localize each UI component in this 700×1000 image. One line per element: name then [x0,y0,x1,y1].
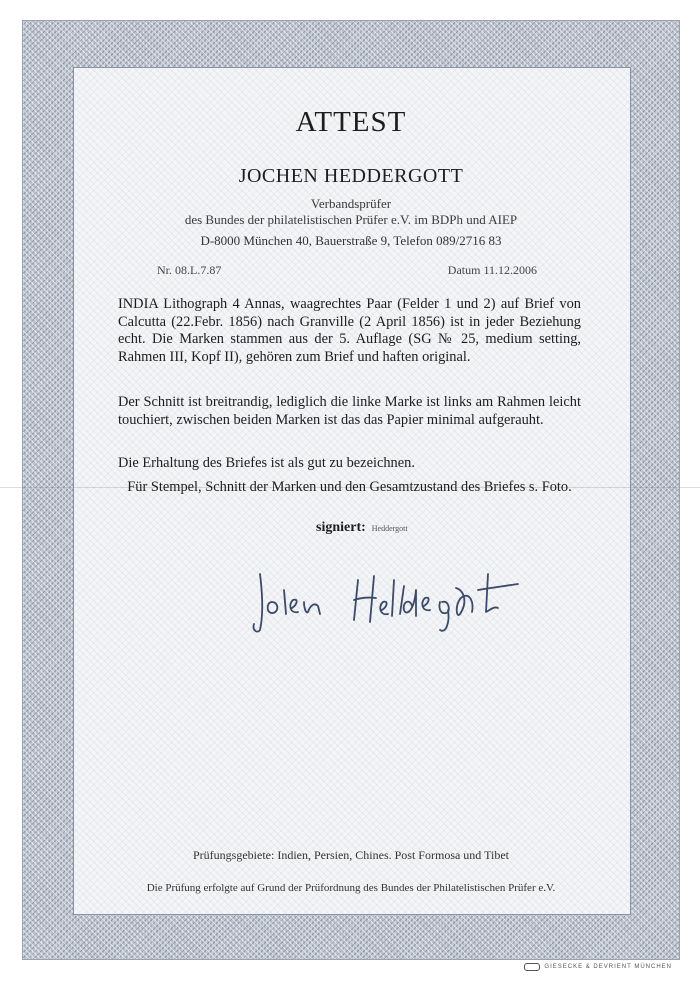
examination-rules-note: Die Prüfung erfolgte auf Grund der Prüfordnung des Bundes der Philatelistischen Prüfer e.V. [146,882,556,894]
preservation-paragraph: Die Erhaltung des Briefes ist als gut zu bezeichnen. [118,455,415,471]
signature-stamp-mark: Heddergott [371,524,408,533]
reference-number: Nr. 08.L.7.87 [157,263,222,277]
examiner-name: JOCHEN HEDDERGOTT [238,165,464,187]
reference-line [157,263,537,278]
signed-label: signiert: [316,520,366,535]
watermark-text: GIESECKE & DEVRIENT MÜNCHEN [544,964,672,970]
condition-paragraph: Der Schnitt ist breitrandig, lediglich die linke Marke ist links am Rahmen leicht touchiert, zwischen beiden Marken ist das das Papier minimal aufgerauht. [118,394,581,428]
paper-watermark [524,963,672,971]
certificate-title: ATTEST [295,106,407,138]
certificate-date: Datum 11.12.2006 [447,263,537,277]
watermark-logo-icon [524,963,540,971]
examiner-address: D-8000 München 40, Bauerstraße 9, Telefon 089/2716 83 [200,233,502,248]
examiner-association: des Bundes der philatelistischen Prüfer e.V. im BDPh und AIEP [184,212,518,227]
examination-areas: Prüfungsgebiete: Indien, Persien, Chines. Post Formosa und Tibet [193,848,509,862]
description-paragraph: INDIA Lithograph 4 Annas, waagrechtes Paar (Felder 1 und 2) auf Brief von Calcutta (22.Febr. 1856) nach Granville (2 April 1856) ist in jeder Beziehung echt. Die Marken stammen aus der 5. Auflage (SG № 25, medium setting, Rahmen III, Kopf II), gehören zum Brief und haften original. [118,296,581,365]
signed-row [316,520,408,536]
photo-note-paragraph: Für Stempel, Schnitt der Marken und den Gesamtzustand des Briefes s. Foto. [127,479,572,495]
examiner-role: Verbandsprüfer [310,196,392,211]
handwritten-signature [242,550,552,640]
